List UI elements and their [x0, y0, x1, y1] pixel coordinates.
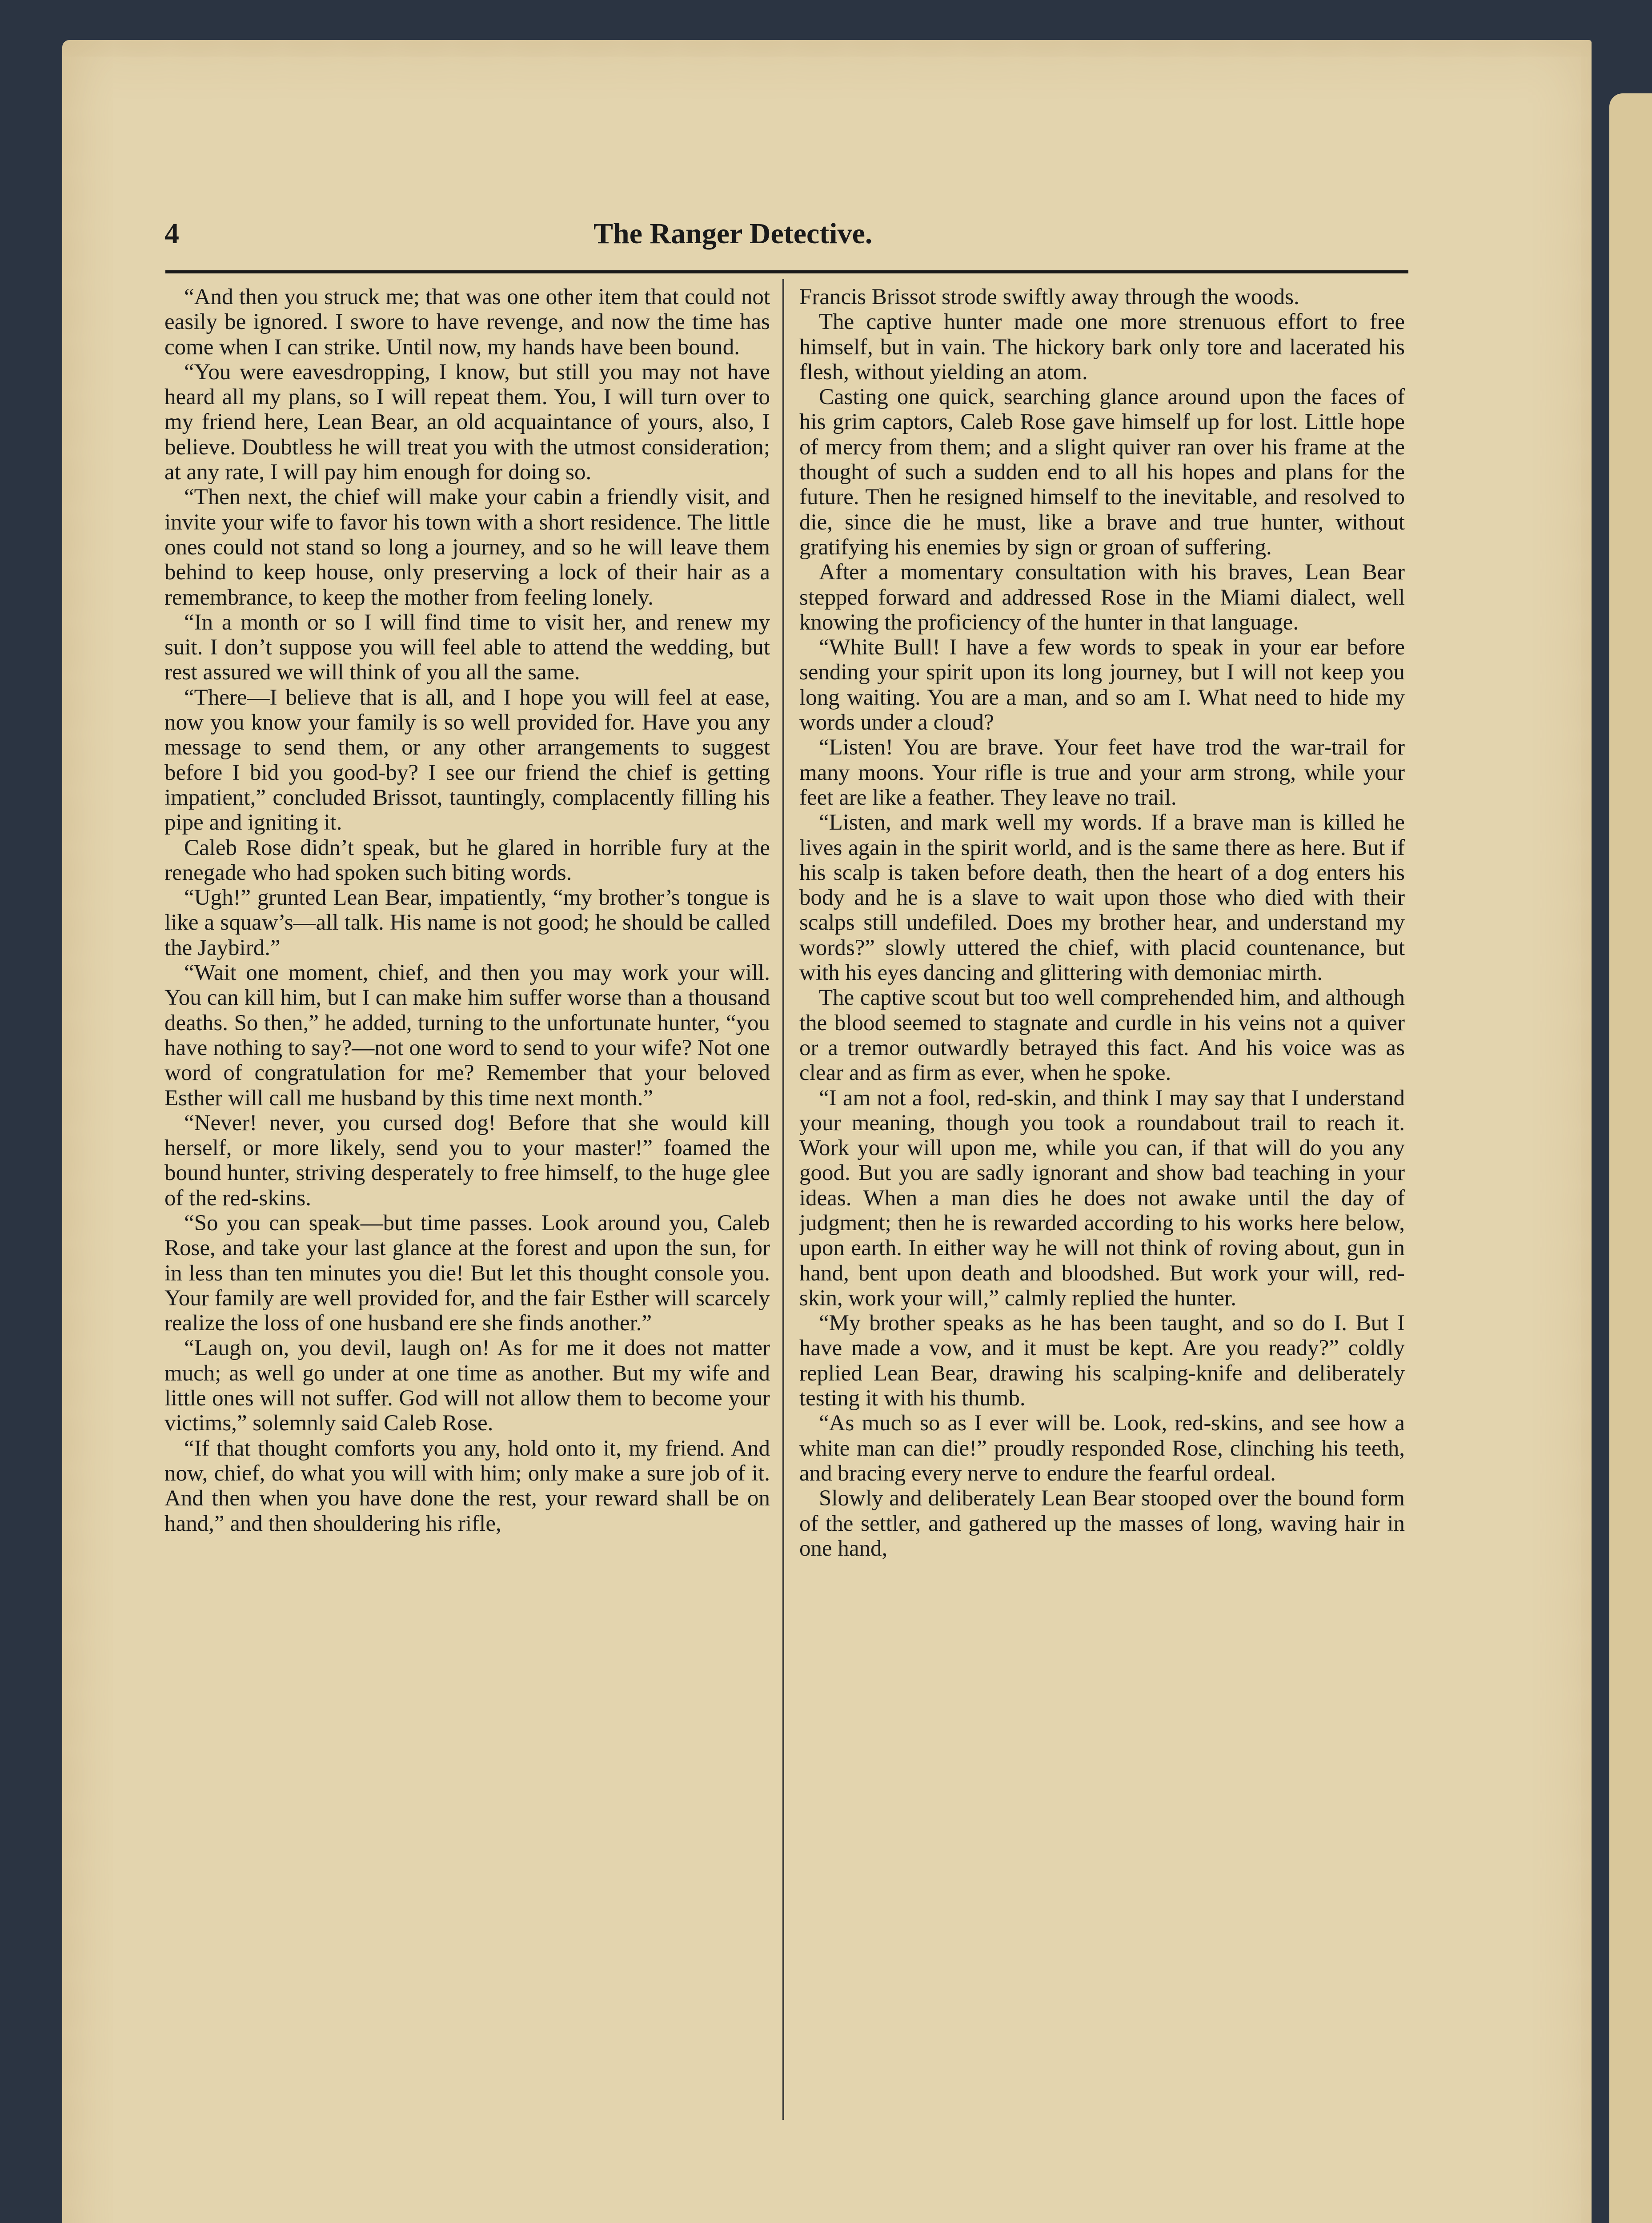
header-rule: [165, 270, 1408, 273]
paragraph: “White Bull! I have a few words to speak in your ear before sending your spirit upon its long journey, but I will not keep you long waiting. You are a man, and so am I. What need to hide my words under a cloud?: [799, 635, 1405, 735]
text-column-left: [164, 285, 770, 2125]
paragraph: “In a month or so I will find time to visit her, and renew my suit. I don’t suppose you will feel able to attend the wedding, but rest assured we will think of you all the same.: [164, 610, 770, 685]
paragraph: The captive scout but too well comprehended him, and although the blood seemed to stagnate and curdle in his veins not a quiver or a tremor outwardly betrayed this fact. And his voice was as clear and as firm as ever, when he spoke.: [799, 985, 1405, 1086]
paragraph: After a momentary consultation with his braves, Lean Bear stepped forward and addressed Rose in the Miami dialect, well knowing the proficiency of the hunter in that language.: [799, 560, 1405, 635]
paragraph: “There—I believe that is all, and I hope you will feel at ease, now you know your family is so well provided for. Have you any message to send them, or any other arrangements to suggest before I bid you good-by? I see our friend the chief is getting impatient,” concluded Brissot, tauntingly, complacently filling his pipe and igniting it.: [164, 685, 770, 835]
running-title: The Ranger Detective.: [593, 217, 873, 250]
column-divider: [782, 279, 784, 2120]
paragraph: Caleb Rose didn’t speak, but he glared in horrible fury at the renegade who had spoken such biting words.: [164, 835, 770, 885]
paragraph: “You were eavesdropping, I know, but still you may not have heard all my plans, so I will repeat them. You, I will turn over to my friend here, Lean Bear, an old acquaintance of yours, also, I believe. Doubtless he will treat you with the utmost consideration; at any rate, I will pay him enough for doing so.: [164, 359, 770, 485]
page-number: 4: [164, 217, 179, 250]
paragraph: “Laugh on, you devil, laugh on! As for me it does not matter much; as well go under at one time as another. But my wife and little ones will not suffer. God will not allow them to become your victims,” solemnly said Caleb Rose.: [164, 1336, 770, 1436]
paragraph: “Then next, the chief will make your cabin a friendly visit, and invite your wife to favor his town with a short residence. The little ones could not stand so long a journey, and so he will leave them behind to keep house, only preserving a lock of their hair as a remembrance, to keep the mother from feeling lonely.: [164, 485, 770, 610]
facing-page-edge: [1609, 93, 1652, 2223]
paragraph: “My brother speaks as he has been taught, and so do I. But I have made a vow, and it must be kept. Are you ready?” coldly replied Lean Bear, drawing his scalping-knife and deliberately testing it with his thumb.: [799, 1311, 1405, 1411]
paragraph: Francis Brissot strode swiftly away through the woods.: [799, 285, 1299, 309]
paragraph: “Listen! You are brave. Your feet have trod the war-trail for many moons. Your rifle is true and your arm strong, while your feet are like a feather. They leave no trail.: [799, 735, 1405, 810]
paragraph: “Never! never, you cursed dog! Before that she would kill herself, or more likely, send you to your master!” foamed the bound hunter, striving desperately to free himself, to the huge glee of the red-skins.: [164, 1110, 770, 1211]
paragraph: “If that thought comforts you any, hold onto it, my friend. And now, chief, do what you will with him; only make a sure job of it. And then when you have done the rest, your reward shall be on hand,” and then shouldering his rifle,: [164, 1436, 770, 1536]
paragraph: The captive hunter made one more strenuous effort to free himself, but in vain. The hickory bark only tore and lacerated his flesh, without yielding an atom.: [799, 309, 1405, 385]
paragraph: “So you can speak—but time passes. Look around you, Caleb Rose, and take your last glance at the forest and upon the sun, for in less than ten minutes you die! But let this thought console you. Your family are well provided for, and the fair Esther will scarcely realize the loss of one husband ere she finds another.”: [164, 1210, 770, 1336]
text-column-right: [799, 285, 1405, 2125]
page-header: [164, 217, 1009, 270]
paragraph: “As much so as I ever will be. Look, red-skins, and see how a white man can die!” proudly responded Rose, clinching his teeth, and bracing every nerve to endure the fearful ordeal.: [799, 1411, 1405, 1486]
paragraph: Casting one quick, searching glance around upon the faces of his grim captors, Caleb Rose gave himself up for lost. Little hope of mercy from them; and a slight quiver ran over his frame at the thought of such a sudden end to all his hopes and plans for the future. Then he resigned himself to the inevitable, and resolved to die, since die he must, like a brave and true hunter, without gratifying his enemies by sign or groan of suffering.: [799, 385, 1405, 560]
paragraph: “Ugh!” grunted Lean Bear, impatiently, “my brother’s tongue is like a squaw’s—all talk. His name is not good; he should be called the Jaybird.”: [164, 885, 770, 960]
paragraph: “And then you struck me; that was one other item that could not easily be ignored. I swore to have revenge, and now the time has come when I can strike. Until now, my hands have been bound.: [164, 285, 770, 360]
paragraph: “Wait one moment, chief, and then you may work your will. You can kill him, but I can make him suffer worse than a thousand deaths. So then,” he added, turning to the unfortunate hunter, “you have nothing to say?—not one word to send to your wife? Not one word of congratulation for me? Remember that your beloved Esther will call me husband by this time next month.”: [164, 960, 770, 1111]
paragraph: “I am not a fool, red-skin, and think I may say that I understand your meaning, though you took a roundabout trail to reach it. Work your will upon me, while you can, if that will do you any good. But you are sadly ignorant and show bad teaching in your ideas. When a man dies he does not awake until the day of judgment; then he is rewarded according to his works here below, upon earth. In either way he will not think of roving about, gun in hand, bent upon death and bloodshed. But work your will, red-skin, work your will,” calmly replied the hunter.: [799, 1085, 1405, 1311]
paragraph: “Listen, and mark well my words. If a brave man is killed he lives again in the spirit world, and is the same there as here. But if his scalp is taken before death, then the heart of a dog enters his body and he is a slave to wait upon those who died with their scalps still undefiled. Does my brother hear, and understand my words?” slowly uttered the chief, with placid countenance, but with his eyes dancing and glittering with demoniac mirth.: [799, 810, 1405, 986]
paragraph: Slowly and deliberately Lean Bear stooped over the bound form of the settler, and gathered up the masses of long, waving hair in one hand,: [799, 1486, 1405, 1561]
